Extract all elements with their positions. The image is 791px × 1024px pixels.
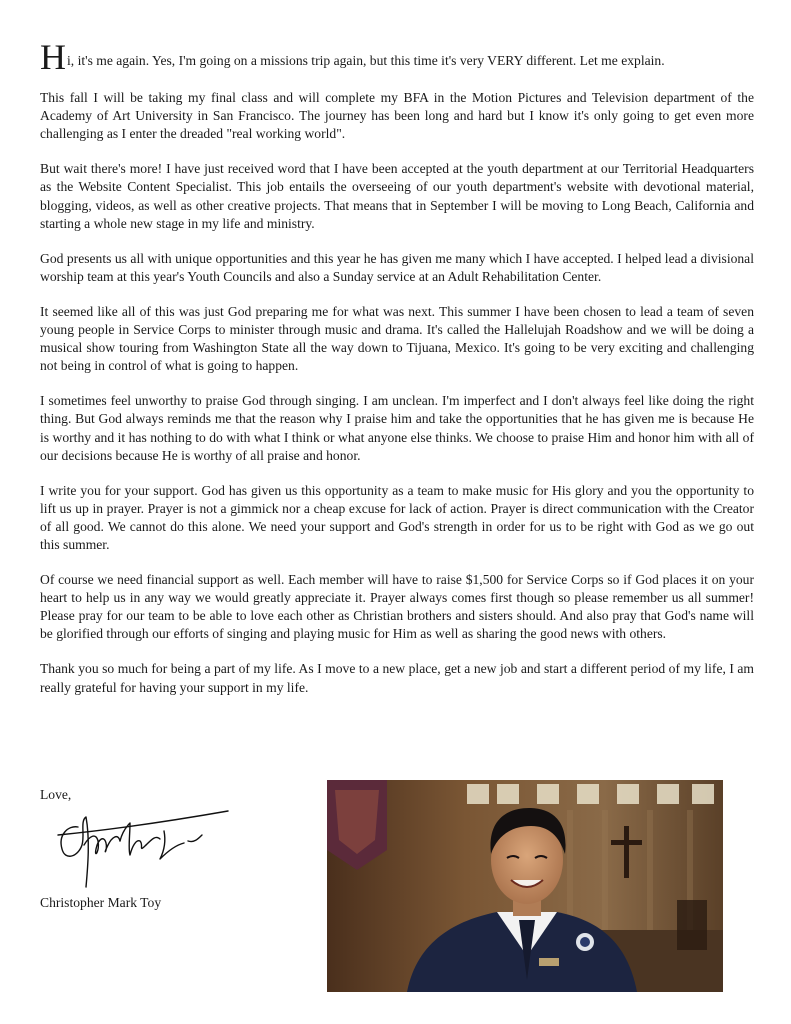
paragraph-worship: I sometimes feel unworthy to praise God through singing. I am unclean. I'm imperfect and I don't always feel like doing the right thing. But God always reminds me that the reason why I praise him and take the opportunities that he has given me is because He is worthy and it has nothing to do with what I think or what anyone else thinks. We choose to praise Him and honor him with all of our decisions because He is worthy of all praise and honor.: [40, 393, 754, 463]
handwritten-signature: [38, 805, 238, 895]
intro-paragraph: [40, 37, 754, 77]
intro-text: i, it's me again. Yes, I'm going on a missions trip again, but this time it's very VERY different. Let me explain.: [67, 53, 665, 68]
letter-body: [40, 37, 754, 714]
paragraph-thank-you: Thank you so much for being a part of my life. As I move to a new place, get a new job and start a different period of my life, I am really grateful for having your support in my life.: [40, 661, 754, 695]
signer-name: Christopher Mark Toy: [40, 895, 162, 910]
portrait-photo: [327, 780, 723, 992]
paragraph-financial-support: Of course we need financial support as well. Each member will have to raise $1,500 for Service Corps so if God places it on your heart to help us in any way we would greatly appreciate it. Prayer always comes first though so please remember us all summer! Please pray for our team to be able to love each other as Christian brothers and sisters should. And also pray that God's name will be glorified through our efforts of singing and playing music for Him as well as sharing the good news with others.: [40, 572, 754, 642]
paragraph-new-job: But wait there's more! I have just received word that I have been accepted at the youth department at our Territorial Headquarters as the Website Content Specialist. This job entails the overseeing of our youth department's website with devotional material, blogging, videos, as well as other creative projects. That means that in September I will be moving to Long Beach, California and starting a whole new stage in my life and ministry.: [40, 161, 754, 231]
paragraph-opportunities: God presents us all with unique opportunities and this year he has given me many which I have accepted. I helped lead a divisional worship team at this year's Youth Councils and also a Sunday service at an Adult Rehabilitation Center.: [40, 250, 754, 284]
paragraph-roadshow: It seemed like all of this was just God preparing me for what was next. This summer I have been chosen to lead a team of seven young people in Service Corps to minister through music and drama. It's called the Hallelujah Roadshow and we will be doing a musical show touring from Washington State all the way down to Tijuana, Mexico. It's going to be very exciting and challenging not being in control of what is going to happen.: [40, 303, 754, 374]
paragraph-education: This fall I will be taking my final class and will complete my BFA in the Motion Pictures and Television department of the Academy of Art University in San Francisco. The journey has been long and hard but I know it's only going to get even more challenging as I enter the dreaded "real working world".: [40, 90, 754, 142]
paragraph-prayer-support: I write you for your support. God has given us this opportunity as a team to make music for His glory and you the opportunity to lift us up in prayer. Prayer is not a gimmick nor a cheap excuse for lack of action. Prayer is direct communication with the Creator of all good. We cannot do this alone. We need your support and God's strength in order for us to be right with God as we go out this summer.: [40, 482, 754, 552]
closing-salutation: Love,: [40, 787, 72, 802]
drop-cap: H: [40, 37, 66, 77]
